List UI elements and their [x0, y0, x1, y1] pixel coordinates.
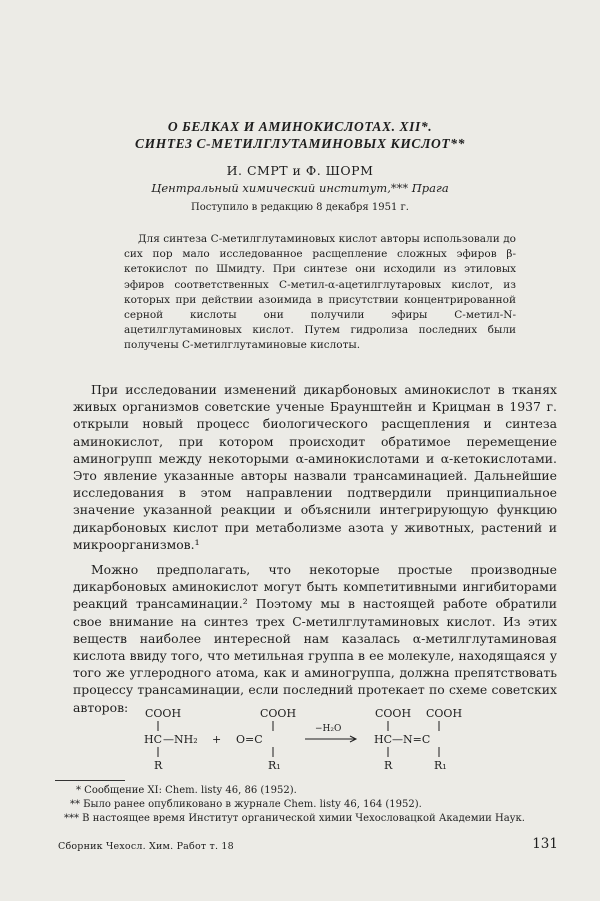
paragraph-2: Можно предполагать, что некоторые простые производные дикарбоновых аминокислот могут быть компетитивными ингибиторами реакций трансаминации.² Поэтому мы в настоящей работе обратили свое внимание на синтез трех С-метилглутаминовых кислот. Из этих веществ наиболее интересной нам казалась α-метилглутаминовая кислота ввиду того, что метильная группа в ее молекуле, находящаяся у того же углеродного атома, как и аминогруппа, должна препятствовать процессу трансаминации, если последний протекает по схеме советских авторов: — [73, 562, 557, 715]
cooh-4: COOH — [426, 707, 463, 720]
reaction-scheme — [130, 705, 510, 775]
r1-4: R₁ — [434, 759, 447, 772]
page-number: 131 — [532, 836, 558, 852]
abstract-text: Для синтеза С-метилглутаминовых кислот авторы использовали до сих пор мало исследованное расщепление сложных эфиров β-кетокислот по Шмидту. При синтезе они исходили из этиловых эфиров соответственных С-метил-α-ацетилглутаровых кислот, из которых при действии азоимида в присутствии концентрированной серной кислоты они получили эфиры С-метил-N-ацетилглутаминовых кислот. Путем гидролиза последних были получены С-метилглутаминовые кислоты. — [124, 233, 516, 352]
journal-reference: Сборник Чехосл. Хим. Работ т. 18 — [58, 841, 234, 852]
product-chain: HC—N=C — [374, 733, 431, 746]
cooh-2: COOH — [260, 707, 297, 720]
title-line-2: СИНТЕЗ С-МЕТИЛГЛУТАМИНОВЫХ КИСЛОТ** — [135, 136, 465, 151]
r-1: R — [154, 759, 163, 772]
hc-1: HC — [144, 733, 163, 746]
reaction-scheme-figure — [130, 705, 510, 775]
received-date: Поступило в редакцию 8 декабря 1951 г. — [191, 202, 409, 213]
r-3: R — [384, 759, 393, 772]
title-line-1: О БЕЛКАХ И АМИНОКИСЛОТАХ. XII*. — [167, 119, 433, 134]
r1-2: R₁ — [268, 759, 281, 772]
cooh-1: COOH — [145, 707, 182, 720]
institute: Центральный химический институт,*** Прага — [151, 181, 449, 195]
footnote-2: ** Было ранее опубликовано в журнале Chem. listy 46, 164 (1952). — [70, 799, 422, 810]
cooh-3: COOH — [375, 707, 412, 720]
footnote-rule — [55, 780, 125, 781]
footnotes — [58, 784, 563, 826]
abstract — [124, 232, 516, 354]
plus-sign: + — [212, 733, 222, 746]
authors: И. СМРТ и Ф. ШОРМ — [226, 163, 374, 178]
paragraph-1: При исследовании изменений дикарбоновых аминокислот в тканях живых организмов советские ученые Браунштейн и Крицман в 1937 г. открыли новый процесс биологического расщепления и синтеза аминокислот, при котором происходит обратимое перемещение аминогрупп между некоторыми α-аминокислотами и α-кетокислотами. Это явление указанные авторы назвали трансаминацией. Дальнейшие исследования в этом направлении подтвердили принципиальное значение указанной реакции и объяснили интегрирующую функцию дикарбоновых кислот при метаболизме азота у животных, растений и микроорганизмов.¹ — [73, 382, 557, 552]
footnote-1: * Сообщение XI: Chem. listy 46, 86 (1952). — [76, 785, 297, 796]
oc-group: O=C — [236, 733, 263, 746]
footnote-3: *** В настоящее время Институт органической химии Чехословацкой Академии Наук. — [64, 813, 525, 824]
arrow-label: −H₂O — [315, 724, 342, 734]
nh2-group: —NH₂ — [163, 733, 198, 746]
body-text — [73, 381, 557, 724]
